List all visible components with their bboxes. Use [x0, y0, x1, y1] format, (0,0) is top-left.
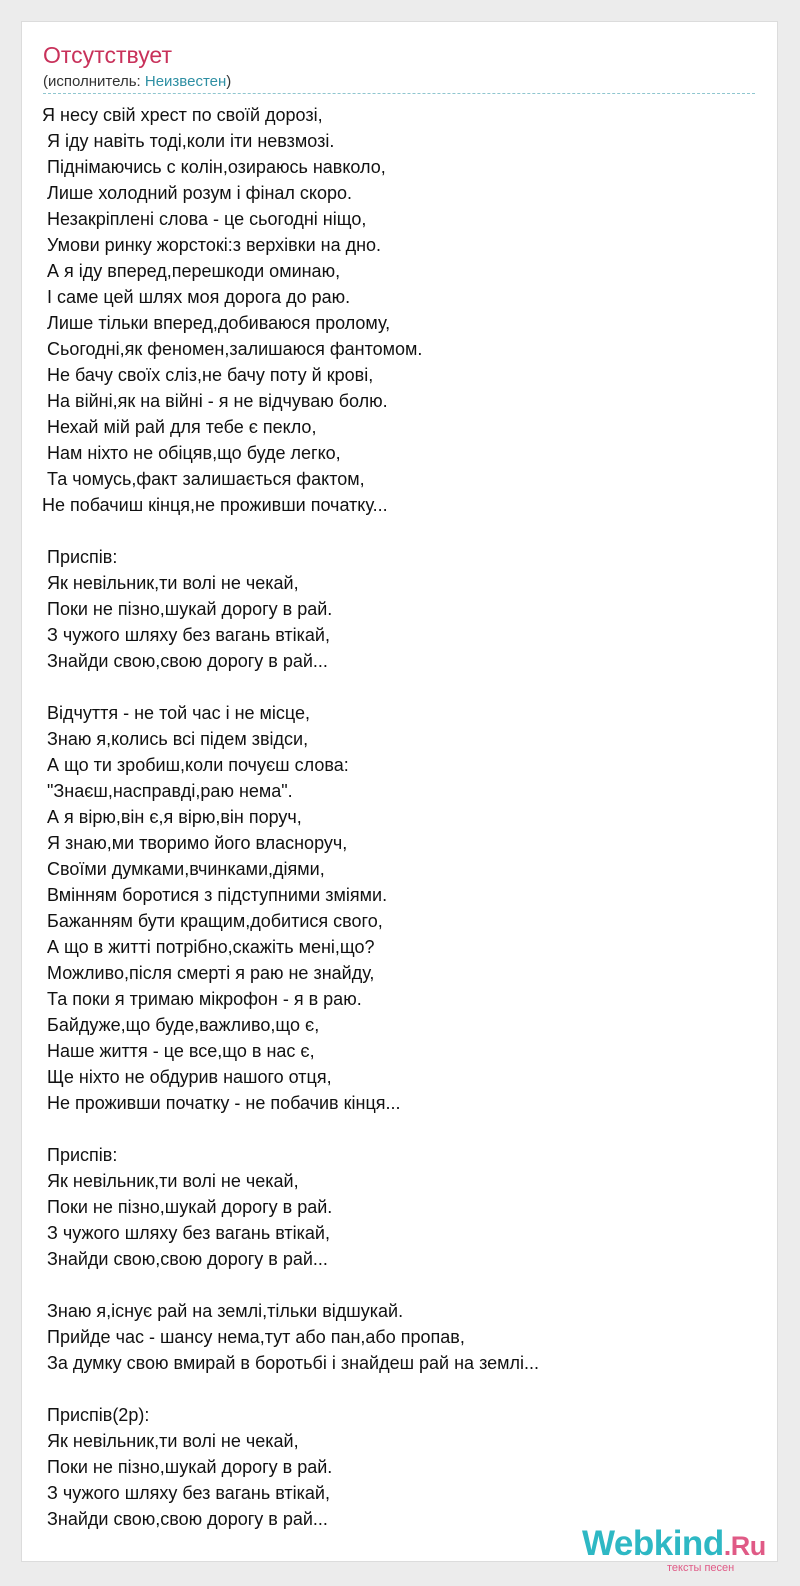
logo-tld: .Ru	[723, 1531, 766, 1561]
lyrics-card	[21, 21, 778, 1574]
webkind-logo	[582, 1524, 782, 1574]
artist-suffix: )	[226, 73, 232, 90]
logo-tagline: тексты песен	[667, 1562, 735, 1574]
lyrics-text: Я несу свій хрест по своїй дорозі, Я іду навіть тоді,коли іти невзмозі. Піднімаючись с колін,озираюсь навколо, Лише холодний розум і фінал скоро. Незакріплені слова - це сьогодні ніщо, Умови ринку жорстокі:з верхівки на дно. А я іду вперед,перешкоди оминаю, І саме цей шлях моя дорога до раю. Лише тільки вперед,добиваюся пролому, Сьогодні,як феномен,залишаюся фантомом. Не бачу своїх сліз,не бачу поту й крові, На війні,як на війні - я не відчуваю болю. Нехай мій рай для тебе є пекло, Нам ніхто не обіцяв,що буде легко, Та чомусь,факт залишається фактом, Не побачиш кінця,не проживши початку... Приспів: Як невільник,ти волі не чекай, Поки не пізно,шукай дорогу в рай. З чужого шляху без вагань втікай, Знайди свою,свою дорогу в рай... Відчуття - не той час і не місце, Знаю я,колись всі підем звідси, А що ти зробиш,коли почуєш слова: "Знаєш,насправді,раю нема". А я вірю,він є,я вірю,він поруч, Я знаю,ми творимо його власноруч, Своїми думками,вчинками,діями, Вмінням боротися з підступними зміями. Бажанням бути кращим,добитися свого, А що в житті потрібно,скажіть мені,що? Можливо,після смерті я раю не знайду, Та поки я тримаю мікрофон - я в раю. Байдуже,що буде,важливо,що є, Наше життя - це все,що в нас є, Ще ніхто не обдурив нашого отця, Не проживши початку - не побачив кінця... Приспів: Як невільник,ти волі не чекай, Поки не пізно,шукай дорогу в рай. З чужого шляху без вагань втікай, Знайди свою,свою дорогу в рай... Знаю я,існує рай на землі,тільки відшукай. Прийде час - шансу нема,тут або пан,або пропав, За думку свою вмирай в боротьбі і знайдеш рай на землі... Приспів(2р): Як невільник,ти волі не чекай, Поки не пізно,шукай дорогу в рай. З чужого шляху без вагань втікай, Знайди свою,свою дорогу в рай...	[42, 105, 540, 1529]
artist-line	[43, 73, 231, 90]
artist-prefix: (исполнитель:	[43, 73, 145, 90]
logo-wordmark	[582, 1524, 766, 1564]
song-title: Отсутствует	[43, 42, 172, 68]
title-divider	[43, 93, 755, 94]
logo-brand: Webkind	[582, 1524, 724, 1563]
artist-link[interactable]: Неизвестен	[144, 73, 227, 90]
